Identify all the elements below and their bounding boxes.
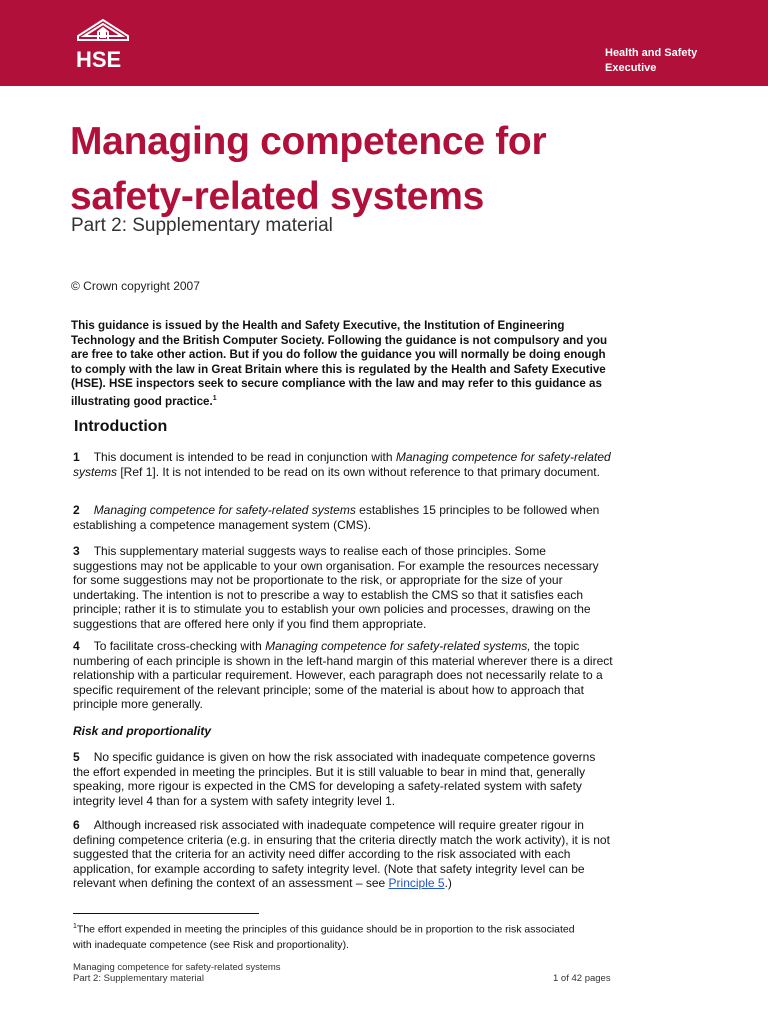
paragraph-3 xyxy=(73,544,613,632)
paragraph-2 xyxy=(73,503,613,532)
paragraph-4 xyxy=(73,639,613,712)
paragraph-text: establishes 15 principles to be followed when establishing a competence management system (CMS). xyxy=(73,503,600,532)
document-subtitle: Part 2: Supplementary material xyxy=(71,215,333,236)
paragraph-text: Although increased risk associated with inadequate competence will require greater rigour in defining competence criteria (e.g. in ensuring that the criteria directly match the work activity), it is not suggested that the criteria for an activity need differ according to the risk associated with each application, for example according to safety integrity level. (Note that safety integrity level can be relevant when defining the context of an assessment – see xyxy=(73,818,610,891)
title-line-2: safety-related systems xyxy=(70,175,484,218)
paragraph-text: To facilitate cross-checking with xyxy=(93,639,266,653)
document-reference: Managing competence for safety-related systems, xyxy=(265,639,531,653)
subsection-heading: Risk and proportionality xyxy=(73,724,212,738)
paragraph-text: This document is intended to be read in conjunction with xyxy=(93,450,396,464)
paragraph-number: 6 xyxy=(73,818,80,832)
paragraph-text: [Ref 1]. It is not intended to be read on its own without reference to that primary document. xyxy=(117,464,600,479)
footnote-mark: 1 xyxy=(73,923,77,930)
paragraph-number: 4 xyxy=(73,639,80,653)
document-title xyxy=(70,114,690,224)
paragraph-text: the topic numbering of each principle is shown in the left-hand margin of this material wherever there is a direct relationship with a particular requirement. However, each paragraph does not necessarily relate to a specific requirement of the relevant principle; some of the material is about how to approach that principle more generally. xyxy=(73,639,613,712)
org-line-1: Health and Safety xyxy=(605,47,698,59)
paragraph-6 xyxy=(73,818,613,891)
paragraph-1 xyxy=(73,450,613,479)
organisation-name xyxy=(605,46,697,76)
footer-line-1: Managing competence for safety-related systems xyxy=(73,962,281,973)
header-banner xyxy=(0,0,768,86)
section-heading: Introduction xyxy=(74,418,168,435)
document-reference: Managing competence for safety-related systems xyxy=(93,503,356,517)
paragraph-text: No specific guidance is given on how the risk associated with inadequate competence governs the effort expended in meeting the principles. But it is still valuable to bear in mind that, generally speaking, more rigour is expected in the CMS for developing a safety-related system with safety integrity level 4 than for a system with safety integrity level 1. xyxy=(73,750,596,808)
footer-line-2: Part 2: Supplementary material xyxy=(73,973,204,984)
footnote-reference[interactable]: 1 xyxy=(212,394,217,402)
paragraph-number: 5 xyxy=(73,750,80,764)
footnote-divider xyxy=(73,913,259,914)
guidance-notice xyxy=(71,319,611,409)
paragraph-5 xyxy=(73,750,613,808)
document-reference: Managing competence for safety-related systems xyxy=(73,450,611,479)
principle-5-link[interactable]: Principle 5 xyxy=(388,876,445,891)
paragraph-number: 1 xyxy=(73,450,80,464)
footnote-text: The effort expended in meeting the principles of this guidance should be in proportion to the risk associated with inadequate competence (see Risk and proportionality). xyxy=(73,923,575,951)
notice-text: This guidance is issued by the Health and Safety Executive, the Institution of Engineering Technology and the British Computer Society. Following the guidance is not compulsory and you are free to take other action. But if you do follow the guidance you will normally be doing enough to comply with the law in Great Britain where this is regulated by the Health and Safety Executive (HSE). HSE inspectors seek to secure compliance with the law and may refer to this guidance as illustrating good practice. xyxy=(71,319,608,408)
copyright-notice: © Crown copyright 2007 xyxy=(71,279,200,293)
paragraph-text: .) xyxy=(444,876,452,891)
title-line-1: Managing competence for xyxy=(70,120,547,163)
org-line-2: Executive xyxy=(605,62,657,74)
footnote xyxy=(73,919,593,953)
paragraph-number: 3 xyxy=(73,544,80,558)
page-number: 1 of 42 pages xyxy=(553,973,611,984)
logo-text: HSE xyxy=(76,47,122,72)
page-footer-title xyxy=(73,962,281,984)
paragraph-text: This supplementary material suggests ways to realise each of those principles. Some suggestions may not be applicable to your own organisation. For example the resources necessary for some suggestions may not be proportionate to the risk, or appropriate for the size of your undertaking. The intention is not to prescribe a way to establish the CMS so that it satisfies each principle; rather it is to stimulate you to establish your own policies and processes, drawing on the suggestions that are offered here only if you find them appropriate. xyxy=(73,544,599,631)
paragraph-number: 2 xyxy=(73,503,80,517)
